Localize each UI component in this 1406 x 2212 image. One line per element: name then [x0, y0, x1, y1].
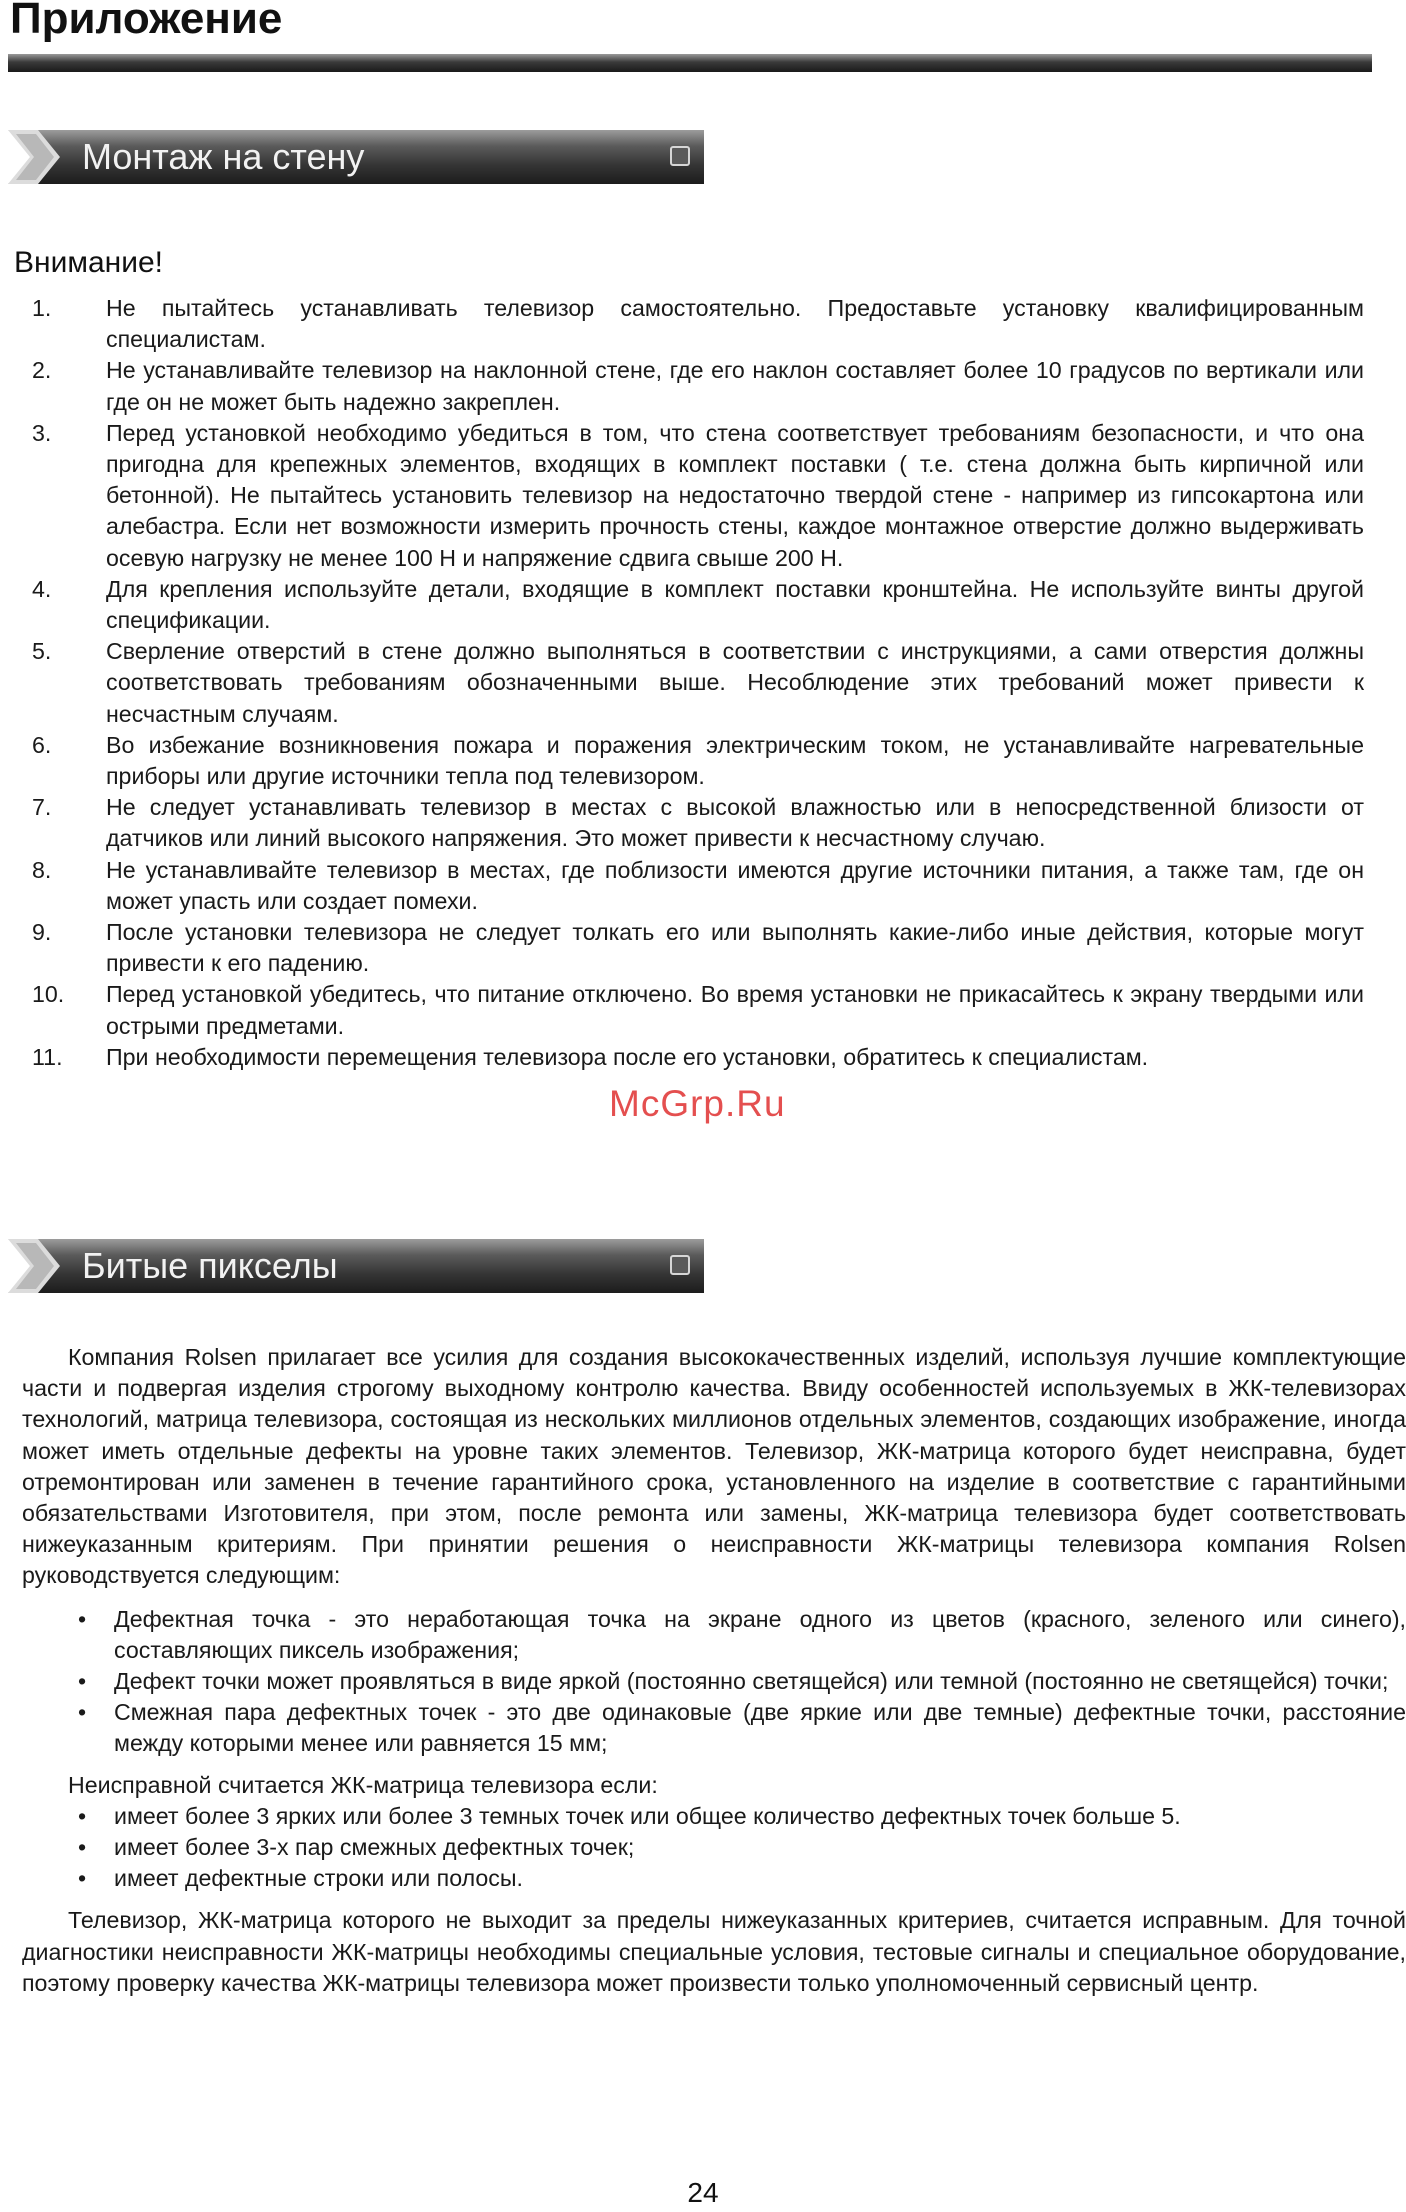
item-text: Не следует устанавливать телевизор в местах с высокой влажностью или в непосредственной близости от датчиков или линий высокого напряжения. Это может привести к несчастному случаю. — [106, 794, 1364, 852]
list-item — [14, 418, 1364, 574]
item-text: имеет более 3-х пар смежных дефектных точек; — [114, 1834, 635, 1861]
definitions-list — [22, 1604, 1406, 1760]
bullet: • — [78, 1802, 87, 1829]
item-text: имеет дефектные строки или полосы. — [114, 1865, 523, 1892]
list-item — [14, 979, 1364, 1041]
list-item — [14, 917, 1364, 979]
chevron-right-icon — [8, 1239, 60, 1293]
list-item — [14, 355, 1364, 417]
list-item — [14, 636, 1364, 730]
section-header-wall-mount — [8, 130, 704, 184]
bullet: • — [78, 1605, 87, 1632]
criteria-list — [22, 1801, 1406, 1895]
item-number: 10. — [32, 981, 65, 1008]
item-number: 9. — [32, 919, 52, 946]
criteria-lead: Неисправной считается ЖК-матрица телевизора если: — [68, 1771, 658, 1798]
item-number: 8. — [32, 856, 52, 883]
item-text: Не устанавливайте телевизор на наклонной стене, где его наклон составляет более 10 градусов по вертикали или где он не может быть надежно закреплен. — [106, 357, 1364, 415]
list-item — [14, 293, 1364, 355]
list-item — [14, 792, 1364, 854]
item-text: Сверление отверстий в стене должно выполняться в соответствии с инструкциями, а сами отверстия должны соответствовать требованиям обозначенными выше. Несоблюдение этих требований может привести к несчастным случаям. — [106, 638, 1364, 727]
list-item — [14, 855, 1364, 917]
attention-heading: Внимание! — [14, 246, 163, 279]
closing-paragraph: Телевизор, ЖК-матрица которого не выходит за пределы нижеуказанных критериев, считается исправным. Для точной диагностики неисправности ЖК-матрицы необходимы специальные условия, тестовые сигналы и специальное оборудование, поэтому проверку качества ЖК-матрицы телевизора может произвести только уполномоченный сервисный центр. — [22, 1907, 1406, 1996]
item-number: 7. — [32, 794, 52, 821]
list-item — [14, 574, 1364, 636]
item-number: 2. — [32, 357, 52, 384]
warning-list — [14, 293, 1364, 1073]
square-icon — [670, 146, 690, 166]
item-number: 6. — [32, 731, 52, 758]
item-text: Не устанавливайте телевизор в местах, где поблизости имеются другие источники питания, а также там, где он может упасть или создает помехи. — [106, 856, 1364, 914]
section-header-dead-pixels — [8, 1239, 704, 1293]
item-text: Дефектная точка - это неработающая точка на экране одного из цветов (красного, зеленого или синего), составляющих пиксель изображения; — [114, 1605, 1406, 1663]
intro-paragraph: Компания Rolsen прилагает все усилия для создания высококачественных изделий, используя лучшие комплектующие части и подвергая изделия строгому выходному контролю качества. Ввиду особенностей используемых в ЖК-телевизорах технологий, матрица телевизора, состоящая из нескольких миллионов отдельных элементов, создающих изображение, иногда может иметь отдельные дефекты на уровне таких элементов. Телевизор, ЖК-матрица которого будет неисправна, будет отремонтирован или заменен в течение гарантийного срока, установленного на изделие в соответствие с гарантийными обязательствами Изготовителя, при этом, после ремонта или замены, ЖК-матрица телевизора будет соответствовать нижеуказанным критериям. При принятии решения о неисправности ЖК-матрицы телевизора компания Rolsen руководствуется следующим: — [22, 1344, 1406, 1589]
list-item — [22, 1801, 1406, 1832]
item-number: 1. — [32, 295, 52, 321]
item-text: имеет более 3 ярких или более 3 темных точек или общее количество дефектных точек больше 5. — [114, 1802, 1181, 1829]
square-icon — [670, 1255, 690, 1275]
item-text: Не пытайтесь устанавливать телевизор самостоятельно. Предоставьте установку квалифицированным специалистам. — [106, 295, 1364, 353]
section-title: Монтаж на стену — [82, 136, 365, 177]
item-text: При необходимости перемещения телевизора после его установки, обратитесь к специалистам. — [106, 1043, 1149, 1070]
list-item — [14, 730, 1364, 792]
list-item — [22, 1666, 1406, 1697]
item-number: 5. — [32, 638, 52, 665]
bullet: • — [78, 1865, 87, 1892]
item-text: Во избежание возникновения пожара и поражения электрическим током, не устанавливайте нагревательные приборы или другие источники тепла под телевизором. — [106, 731, 1364, 790]
item-text: После установки телевизора не следует толкать его или выполнять какие-либо иные действия, которые могут привести к его падению. — [106, 919, 1364, 977]
bullet: • — [78, 1699, 87, 1726]
bullet: • — [78, 1668, 87, 1695]
page-title: Приложение — [10, 0, 283, 43]
list-item — [22, 1604, 1406, 1666]
item-text: Дефект точки может проявляться в виде яркой (постоянно светящейся) или темной (постоянно не светящейся) точки; — [114, 1668, 1389, 1695]
item-text: Перед установкой необходимо убедиться в том, что стена соответствует требованиям безопасности, и что она пригодна для крепежных элементов, входящих в комплект поставки ( т.е. стена должна быть кирпичной или бетонной). Не пытайтесь установить телевизор на недостаточно твердой стене - например из гипсокартона или алебастра. Если нет возможности измерить прочность стены, каждое монтажное отверстие должно выдерживать осевую нагрузку не менее 100 Н и напряжение сдвига свыше 200 Н. — [106, 419, 1364, 571]
list-item — [14, 1042, 1364, 1073]
item-number: 11. — [32, 1043, 63, 1070]
bullet: • — [78, 1834, 87, 1861]
section-title: Битые пикселы — [82, 1245, 338, 1286]
item-text: Перед установкой убедитесь, что питание отключено. Во время установки не прикасайтесь к экрану твердыми или острыми предметами. — [106, 981, 1364, 1039]
chevron-right-icon — [8, 130, 60, 184]
list-item — [22, 1863, 1406, 1894]
page-number: 24 — [687, 2177, 719, 2208]
item-number: 4. — [32, 575, 52, 602]
item-text: Для крепления используйте детали, входящие в комплект поставки кронштейна. Не используйте винты другой спецификации. — [106, 575, 1364, 634]
dead-pixels-content — [22, 1342, 1406, 1999]
watermark: McGrp.Ru — [609, 1083, 786, 1124]
list-item — [22, 1832, 1406, 1863]
list-item — [22, 1697, 1406, 1759]
item-text: Смежная пара дефектных точек - это две одинаковые (две яркие или две темные) дефектные точки, расстояние между которыми менее или равняется 15 мм; — [114, 1699, 1406, 1757]
title-rule — [8, 54, 1372, 72]
item-number: 3. — [32, 419, 52, 446]
